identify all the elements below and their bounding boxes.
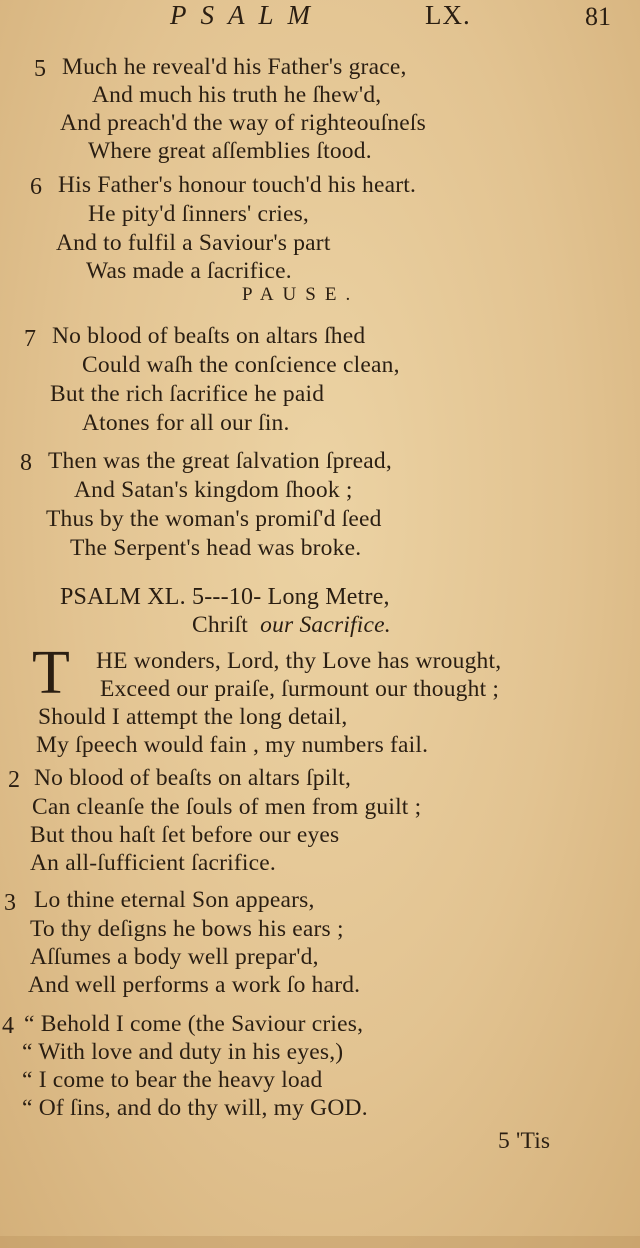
verse-line: And to fulfil a Saviour's part bbox=[56, 230, 331, 256]
verse-line: And Satan's kingdom ſhook ; bbox=[74, 477, 353, 503]
verse-line: No blood of beaſts on altars ſpilt, bbox=[34, 765, 352, 791]
stanza-number: 8 bbox=[20, 450, 32, 476]
verse-line: Was made a ſacrifice. bbox=[86, 258, 292, 284]
verse-line: Lo thine eternal Son appears, bbox=[34, 887, 315, 913]
verse-line: Much he reveal'd his Father's grace, bbox=[62, 54, 407, 80]
verse-line: Can cleanſe the ſouls of men from guilt ; bbox=[32, 794, 422, 820]
drop-cap: T bbox=[32, 639, 70, 707]
subtitle-plain: Chriſt bbox=[192, 612, 249, 638]
stanza-number: 6 bbox=[30, 174, 42, 200]
stanza-number: 5 bbox=[34, 56, 46, 82]
verse-line: “ Behold I come (the Saviour cries, bbox=[24, 1011, 364, 1037]
verse-line: But the rich ſacrifice he paid bbox=[50, 381, 325, 407]
verse-line: Thus by the woman's promiſ'd ſeed bbox=[46, 506, 382, 532]
verse-line: “ Of ſins, and do thy will, my GOD. bbox=[22, 1095, 368, 1121]
stanza-number: 3 bbox=[4, 890, 16, 916]
verse-line: Should I attempt the long detail, bbox=[38, 704, 348, 730]
verse-line: And well performs a work ſo hard. bbox=[28, 972, 361, 998]
verse-line: HE wonders, Lord, thy Love has wrought, bbox=[96, 648, 502, 674]
stanza-number: 7 bbox=[24, 326, 36, 352]
psalm-title: PSALM XL. 5---10- Long Metre, bbox=[60, 584, 390, 610]
verse-line: The Serpent's head was broke. bbox=[70, 535, 362, 561]
verse-line: Then was the great ſalvation ſpread, bbox=[48, 448, 392, 474]
verse-line: But thou haſt ſet before our eyes bbox=[30, 822, 340, 848]
stanza-number: 4 bbox=[2, 1013, 14, 1039]
verse-line: Where great aſſemblies ſtood. bbox=[88, 138, 372, 164]
verse-line: An all-ſufficient ſacrifice. bbox=[30, 850, 276, 876]
running-title: PSALM bbox=[170, 0, 324, 30]
psalm-number: LX. bbox=[425, 0, 471, 30]
verse-line: He pity'd ſinners' cries, bbox=[88, 201, 309, 227]
pause-marker: PAUSE. bbox=[242, 284, 360, 305]
verse-line: “ I come to bear the heavy load bbox=[22, 1067, 323, 1093]
stanza-number: 2 bbox=[8, 767, 20, 793]
subtitle-italic: our Sacrifice. bbox=[260, 612, 391, 638]
verse-line: Atones for all our ſin. bbox=[82, 410, 290, 436]
verse-line: Exceed our praiſe, ſurmount our thought ; bbox=[100, 676, 500, 702]
verse-line: My ſpeech would fain , my numbers fail. bbox=[36, 732, 429, 758]
psalm-subtitle bbox=[192, 612, 391, 639]
verse-line: No blood of beaſts on altars ſhed bbox=[52, 323, 366, 349]
page-edge bbox=[0, 1236, 640, 1248]
catchword: 5 'Tis bbox=[498, 1128, 551, 1154]
verse-line: “ With love and duty in his eyes,) bbox=[22, 1039, 344, 1065]
verse-line: Aſſumes a body well prepar'd, bbox=[30, 944, 319, 970]
verse-line: And preach'd the way of righteouſneſs bbox=[60, 110, 426, 136]
verse-line: And much his truth he ſhew'd, bbox=[92, 82, 382, 108]
verse-line: His Father's honour touch'd his heart. bbox=[58, 172, 417, 198]
verse-line: Could waſh the conſcience clean, bbox=[82, 352, 400, 378]
verse-line: To thy deſigns he bows his ears ; bbox=[30, 916, 344, 942]
page-number: 81 bbox=[585, 2, 611, 31]
